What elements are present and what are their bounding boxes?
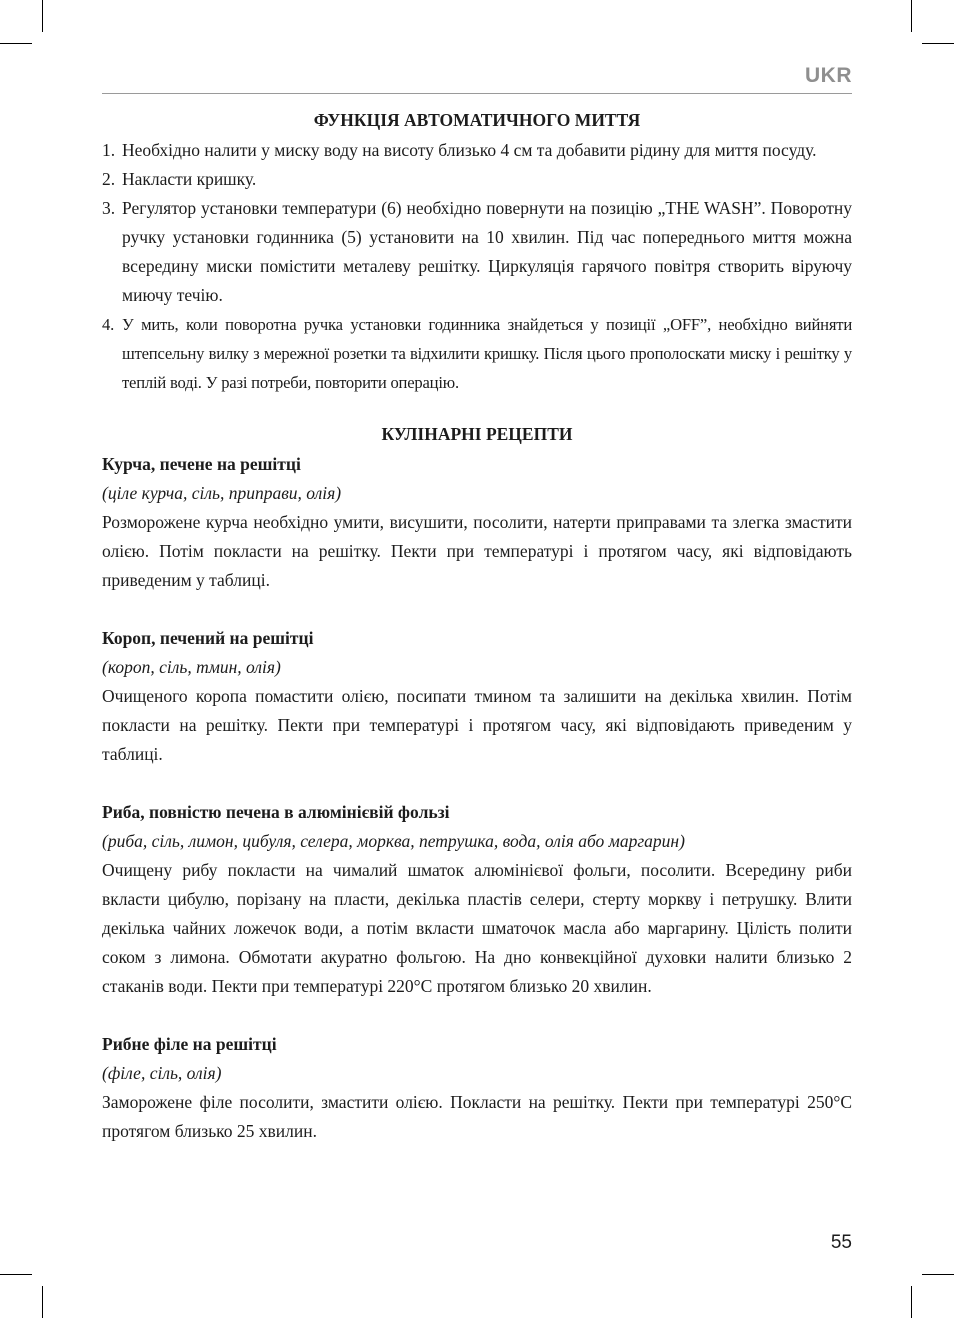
list-item-text: Необхідно налити у миску воду на висоту близько 4 см та добавити рідину для миття посуду. — [122, 140, 817, 160]
recipe-title: Рибне філе на решітці — [102, 1034, 277, 1054]
recipe-ingredients: (короп, сіль, тмин, олія) — [102, 657, 281, 677]
list-item-number: 1. — [102, 140, 116, 160]
recipe-title: Риба, повністю печена в алюмінієвій фользі — [102, 802, 450, 822]
recipe-text: Розморожене курча необхідно умити, висушити, посолити, натерти приправами та злегка змастити олією. Потім покласти на решітку. Пекти при температурі і протягом часу, які відповідають приведеним у таблиці. — [102, 512, 852, 590]
list-item — [102, 165, 852, 194]
recipe-ingredients: (ціле курча, сіль, приправи, олія) — [102, 483, 342, 503]
page-number: 55 — [830, 1232, 852, 1253]
section-title-auto-wash: ФУНКЦІЯ АВТОМАТИЧНОГО МИТТЯ — [313, 110, 641, 130]
crop-mark — [42, 1286, 43, 1318]
list-item-text: Накласти кришку. — [122, 169, 257, 189]
crop-mark — [922, 1274, 954, 1275]
crop-mark — [922, 43, 954, 44]
header-rule — [102, 93, 852, 94]
recipe-fish-foil — [102, 798, 852, 1001]
crop-mark — [0, 43, 32, 44]
recipe-ingredients: (риба, сіль, лимон, цибуля, селера, морква, петрушка, вода, олія або маргарин) — [102, 831, 685, 851]
recipe-title: Короп, печений на решітці — [102, 628, 314, 648]
list-item — [102, 136, 852, 165]
crop-mark — [42, 0, 43, 32]
recipe-text: Очищеного коропа помастити олією, посипати тмином та залишити на декілька хвилин. Потім покласти на решітку. Пекти при температурі і протягом часу, які відповідають приведеним у таблиці. — [102, 686, 852, 764]
recipe-fish-fillet — [102, 1030, 852, 1146]
list-item-text: Регулятор установки температури (6) необхідно повернути на позицію „THE WASH”. Поворотну ручку установки годинника (5) установити на 10 хвилин. Під час попереднього миття можна всередину миски помістити металеву решітку. Циркуляція гарячого повітря створить віруючу миючу течію. — [122, 198, 852, 305]
list-item-number: 2. — [102, 169, 116, 189]
page-content — [102, 106, 852, 1175]
list-item — [102, 194, 852, 310]
recipe-chicken — [102, 450, 852, 595]
recipe-title: Курча, печене на решітці — [102, 454, 301, 474]
list-item — [102, 310, 852, 397]
list-item-text: У мить, коли поворотна ручка установки годинника знайдеться у позиції „OFF”, необхідно вийняти штепсельну вилку з мережної розетки та відхилити кришку. Після цього прополоскати миску і решітку у теплій воді. У разі потреби, повторити операцію. — [122, 315, 852, 392]
list-item-number: 3. — [102, 198, 116, 218]
crop-mark — [911, 1286, 912, 1318]
crop-mark — [911, 0, 912, 32]
recipe-carp — [102, 624, 852, 769]
recipe-text: Заморожене філе посолити, змастити олією. Покласти на решітку. Пекти при температурі 250°C протягом близько 25 хвилин. — [102, 1092, 852, 1141]
language-label: UKR — [805, 64, 852, 87]
wash-steps-list — [102, 136, 852, 397]
section-title-recipes: КУЛІНАРНІ РЕЦЕПТИ — [381, 424, 573, 444]
recipe-ingredients: (філе, сіль, олія) — [102, 1063, 222, 1083]
list-item-number: 4. — [102, 315, 115, 334]
crop-mark — [0, 1274, 32, 1275]
recipe-text: Очищену рибу покласти на чималий шматок алюмінієвої фольги, посолити. Всередину риби вкласти цибулю, порізану на пласти, декілька пластів селери, стерту моркву і петрушку. Влити декілька чайних ложечок води, а потім вкласти шматочок масла або маргарину. Цілість полити соком з лимона. Обмотати акуратно фольгою. На дно конвекційної духовки налити близько 2 стаканів води. Пекти при температурі 220°C протягом близько 20 хвилин. — [102, 860, 852, 996]
